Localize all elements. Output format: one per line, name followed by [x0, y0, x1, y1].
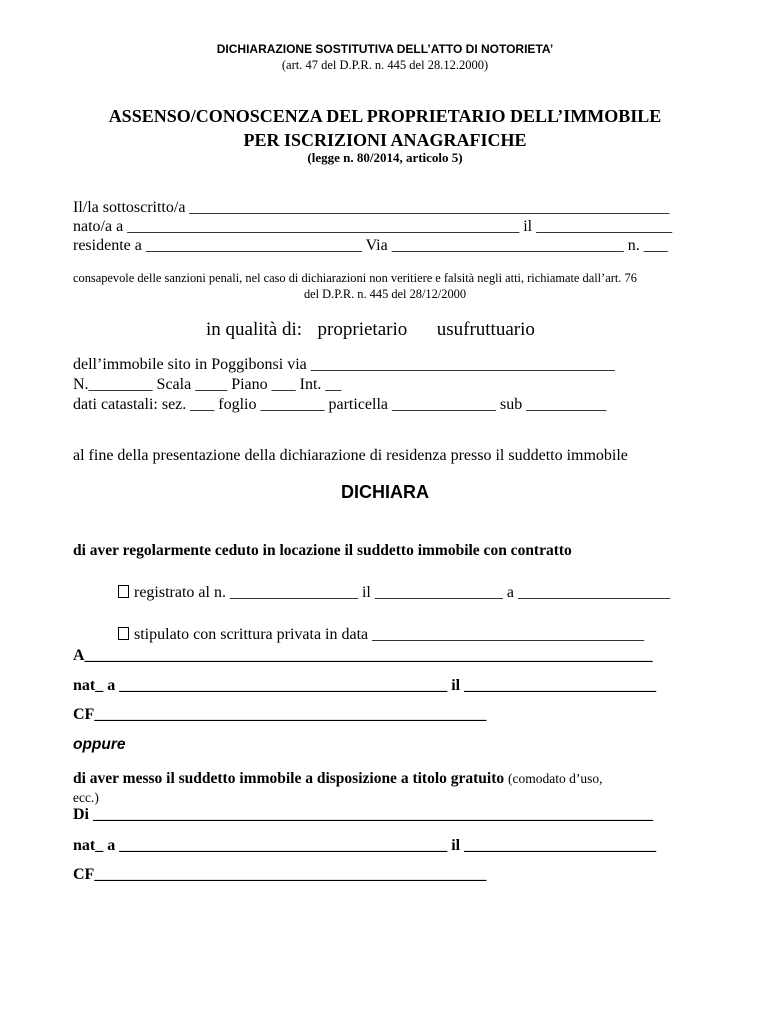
- heading-line-1: ASSENSO/CONOSCENZA DEL PROPRIETARIO DELL’IMMOBILE: [108, 106, 662, 126]
- private-deed-text: stipulato con scrittura privata in data __________________________________: [134, 626, 645, 643]
- tenant-birth-place: nat_ a _________________________________________: [73, 677, 448, 694]
- holder-birth-date: il ________________________: [447, 837, 657, 854]
- holder-line: Di ______________________________________________________________________: [73, 806, 653, 823]
- awareness-line-2: del D.P.R. n. 445 del 28/12/2000: [303, 287, 467, 301]
- property-number-line: N.________ Scala ____ Piano ___ Int. __: [73, 376, 342, 393]
- document-title: DICHIARAZIONE SOSTITUTIVA DELL’ATTO DI NOTORIETA’: [216, 42, 554, 56]
- tenant-birth-date: il ________________________: [447, 677, 657, 694]
- holder-cf-line: CF_________________________________________________: [73, 866, 487, 883]
- purpose-line: al fine della presentazione della dichiarazione di residenza presso il suddetto immobile: [73, 447, 628, 464]
- declarant-residence-line: residente a ___________________________ Via _____________________________ n. ___: [73, 237, 668, 254]
- tenant-line: A_______________________________________________________________________: [73, 647, 653, 664]
- free-option-note: (comodato d’uso,: [508, 771, 603, 786]
- awareness-line-1: consapevole delle sanzioni penali, nel caso di dichiarazioni non veritiere e falsità negli atti, richiamate dall’art. 76: [73, 271, 637, 285]
- tenant-cf-line: CF_________________________________________________: [73, 706, 487, 723]
- holder-birth-line: [73, 837, 656, 855]
- or-label: oppure: [73, 736, 126, 753]
- lease-option-text: di aver regolarmente ceduto in locazione il suddetto immobile con contratto: [73, 542, 572, 559]
- role-row: [206, 319, 535, 341]
- role-label: in qualità di:: [206, 319, 303, 340]
- tenant-birth-line: [73, 677, 656, 695]
- property-address-line: dell’immobile sito in Poggibonsi via ______________________________________: [73, 356, 615, 373]
- private-deed-row: [118, 626, 644, 644]
- proprietario-label: proprietario: [317, 319, 408, 340]
- declares-heading: DICHIARA: [341, 482, 429, 502]
- law-reference: (legge n. 80/2014, articolo 5): [307, 150, 463, 165]
- holder-birth-place: nat_ a _________________________________________: [73, 837, 448, 854]
- lease-option-row: [73, 542, 572, 560]
- declarant-name-line: Il/la sottoscritto/a ____________________________________________________________: [73, 199, 670, 216]
- free-option-row: [73, 770, 603, 788]
- heading-line-2: PER ISCRIZIONI ANAGRAFICHE: [243, 130, 527, 150]
- free-option-text: di aver messo il suddetto immobile a disposizione a titolo gratuito: [73, 770, 505, 787]
- registered-row: [118, 584, 670, 602]
- usufruttuario-label: usufruttuario: [436, 319, 535, 340]
- cadastral-data-line: dati catastali: sez. ___ foglio ________ particella _____________ sub __________: [73, 396, 607, 413]
- free-option-note-cont: ecc.): [73, 790, 99, 805]
- registered-checkbox-icon[interactable]: [118, 585, 129, 598]
- declarant-birth-line: nato/a a _________________________________________________ il _________________: [73, 218, 673, 235]
- registered-text: registrato al n. ________________ il ________________ a ___________________: [134, 584, 670, 601]
- document-subtitle: (art. 47 del D.P.R. n. 445 del 28.12.2000): [281, 58, 489, 72]
- private-deed-checkbox-icon[interactable]: [118, 627, 129, 640]
